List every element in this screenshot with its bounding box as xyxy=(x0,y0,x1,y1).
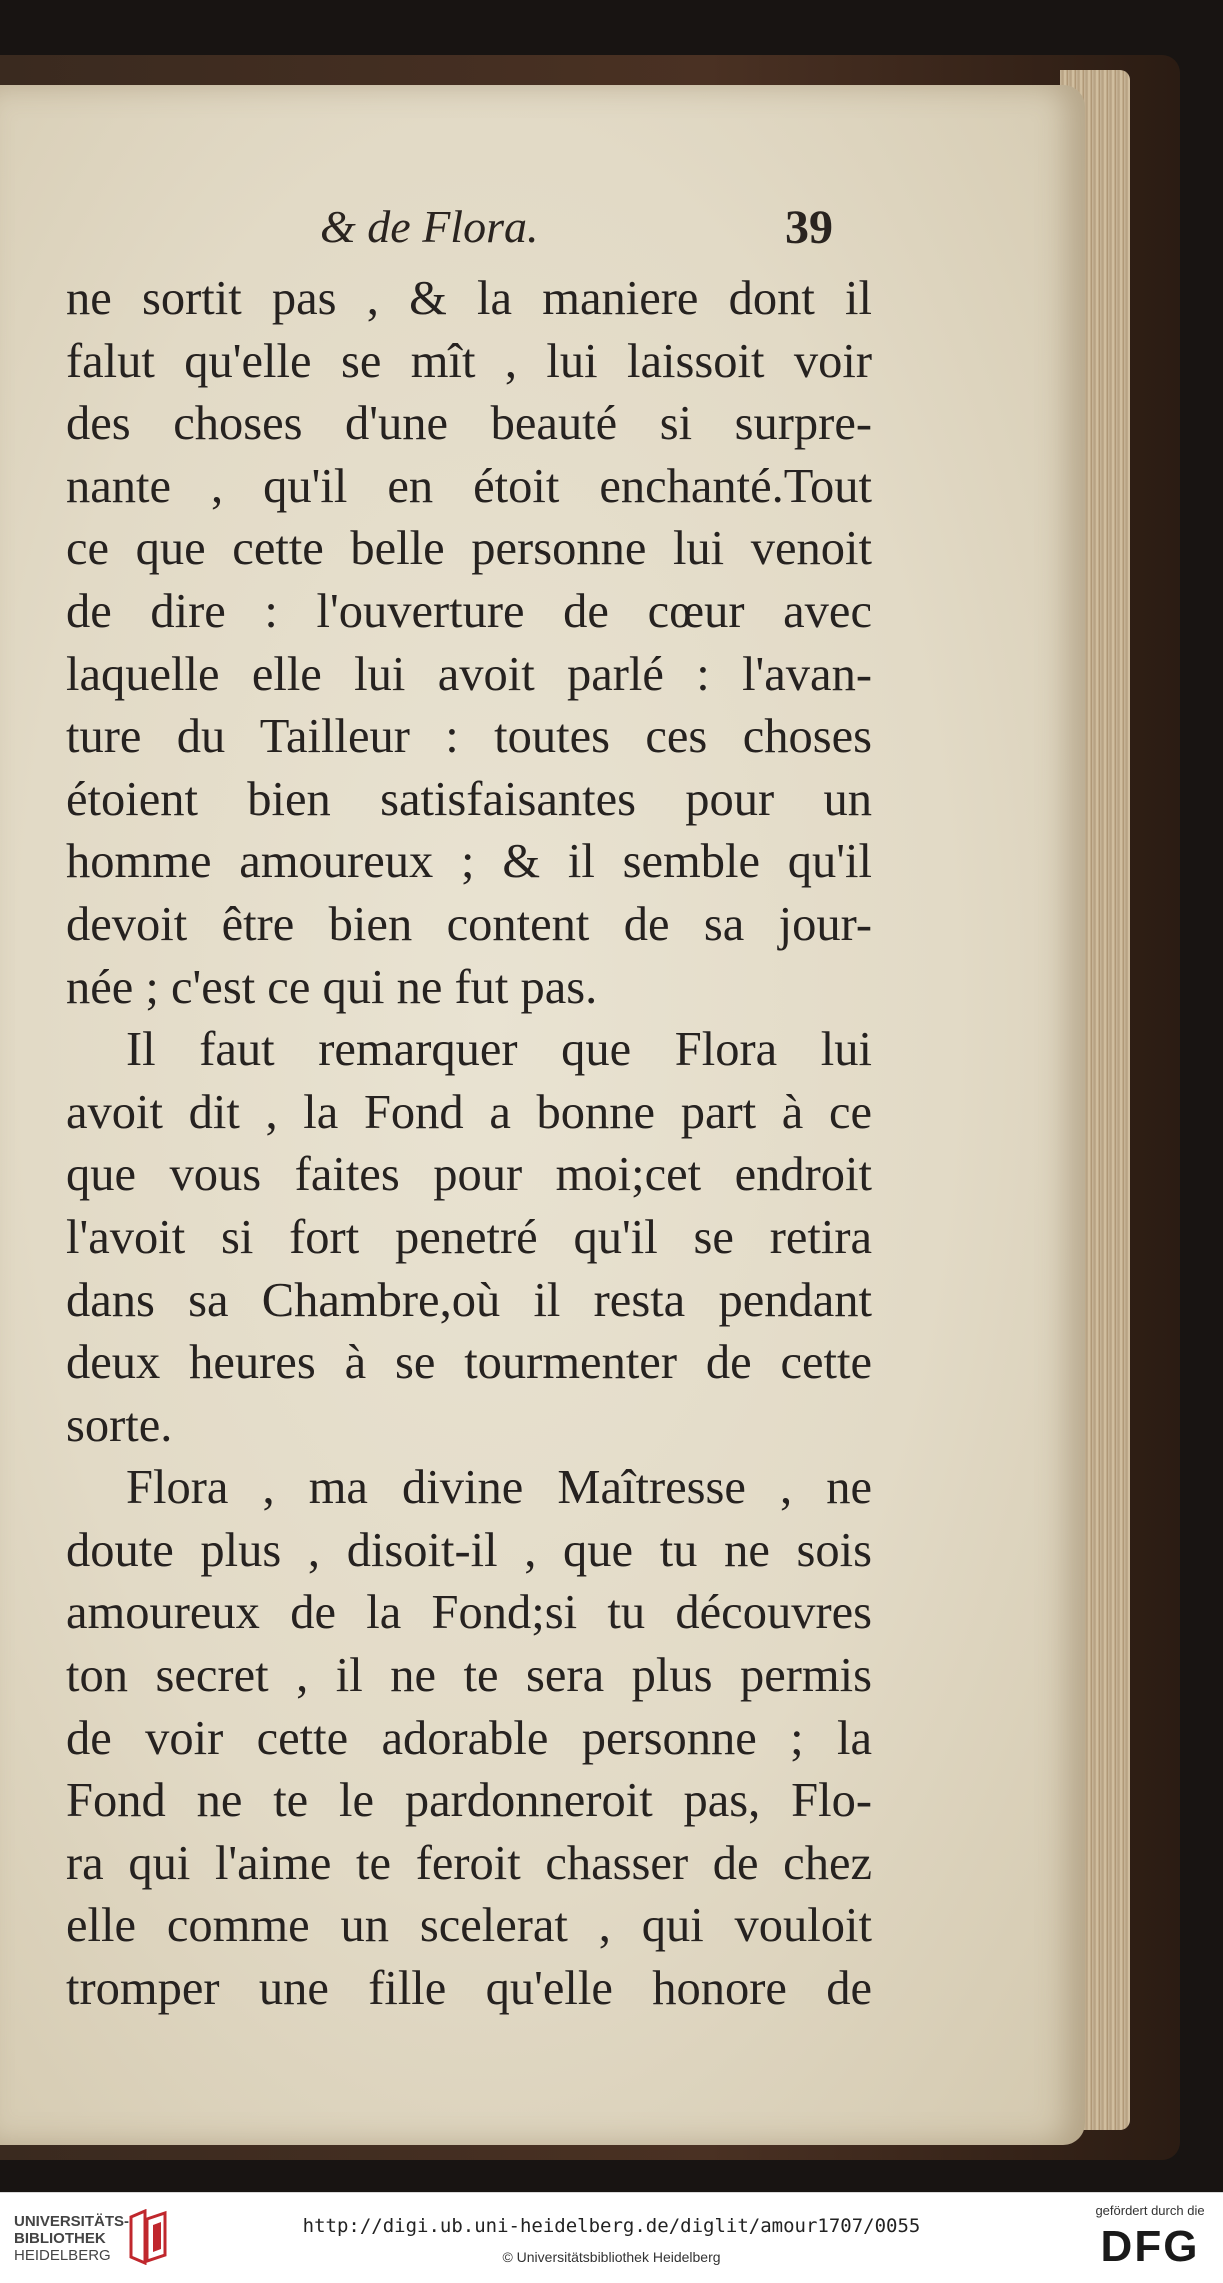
text-line: de voir cette adorable personne ; la xyxy=(66,1711,872,1765)
text-line: ra qui l'aime te feroit chasser de chez xyxy=(66,1836,872,1890)
text-line: étoient bien satisfaisantes pour un xyxy=(66,772,872,826)
text-line: avoit dit , la Fond a bonne part à ce xyxy=(66,1085,872,1139)
text-line: Fond ne te le pardonneroit pas, Flo- xyxy=(66,1774,872,1828)
text-line: amoureux de la Fond;si tu découvres xyxy=(66,1586,872,1640)
text-line: sorte. xyxy=(66,1398,173,1452)
text-line: ton secret , il ne te sera plus permis xyxy=(66,1649,872,1703)
logo-line: BIBLIOTHEK xyxy=(14,2230,106,2247)
text-line: des choses d'une beauté si surpre- xyxy=(66,397,872,451)
logo-line: HEIDELBERG xyxy=(14,2247,111,2264)
text-line: ne sortit pas , & la maniere dont il xyxy=(66,272,872,325)
logo-line: UNIVERSITÄTS- xyxy=(14,2213,130,2230)
text-line: dans sa Chambre,où il resta pendant xyxy=(66,1273,872,1327)
viewer-footer xyxy=(0,2192,1223,2283)
text-line: ce que cette belle personne lui venoit xyxy=(66,522,872,576)
text-line: elle comme un scelerat , qui vouloit xyxy=(66,1899,872,1953)
text-line: homme amoureux ; & il semble qu'il xyxy=(66,835,872,889)
page-number: 39 xyxy=(785,201,833,254)
text-line: que vous faites pour moi;cet endroit xyxy=(66,1148,872,1202)
running-title: & de Flora. xyxy=(320,201,539,252)
text-line: nante , qu'il en étoit enchanté.Tout xyxy=(66,459,872,513)
permalink-url[interactable]: http://digi.ub.uni-heidelberg.de/diglit/amour1707/0055 xyxy=(302,2215,921,2237)
text-line: Il faut remarquer que Flora lui xyxy=(126,1023,872,1077)
text-line: de dire : l'ouverture de cœur avec xyxy=(66,584,872,638)
copyright-notice: © Universitätsbibliothek Heidelberg xyxy=(502,2249,721,2265)
dfg-logo[interactable]: DFG xyxy=(1100,2222,1200,2271)
text-line: l'avoit si fort penetré qu'il se retira xyxy=(66,1210,872,1264)
text-line: falut qu'elle se mît , lui laissoit voir xyxy=(66,334,872,388)
text-line: ture du Tailleur : toutes ces choses xyxy=(66,710,872,764)
text-line: doute plus , disoit-il , que tu ne sois xyxy=(66,1523,872,1577)
text-line: deux heures à se tourmenter de cette xyxy=(66,1336,872,1390)
text-line: laquelle elle lui avoit parlé : l'avan- xyxy=(66,647,872,701)
running-head xyxy=(0,200,1085,260)
body-text xyxy=(66,268,872,2021)
text-line: née ; c'est ce qui ne fut pas. xyxy=(66,960,598,1014)
funding-label: gefördert durch die xyxy=(1095,2203,1205,2218)
text-line: tromper une fille qu'elle honore de xyxy=(66,1962,872,2016)
text-line: devoit être bien content de sa jour- xyxy=(66,897,872,951)
text-line: Flora , ma divine Maîtresse , ne xyxy=(126,1461,872,1515)
